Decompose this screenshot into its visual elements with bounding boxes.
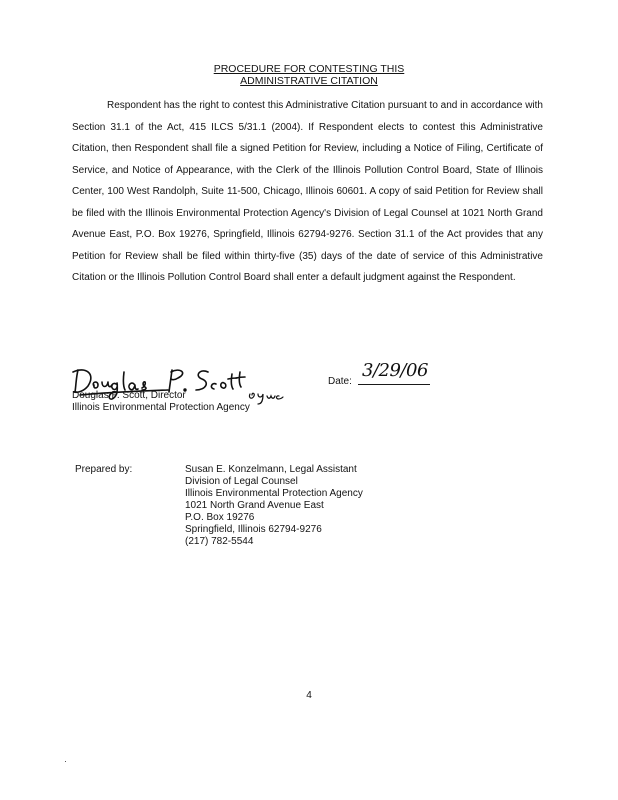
procedure-paragraph: Respondent has the right to contest this Administrative Citation pursuant to and in accordance with Section 31.1 of the Act, 415 ILCS 5/31.1 (2004). If Respondent elects to contest this Administrative Citation, then Respondent shall file a signed Petition for Review, including a Notice of Filing, Certificate of Service, and Notice of Appearance, with the Clerk of the Illinois Pollution Control Board, State of Illinois Center, 100 West Randolph, Suite 11-500, Chicago, Illinois 60601. A copy of said Petition for Review shall be filed with the Illinois Environmental Protection Agency's Division of Legal Counsel at 1021 North Grand Avenue East, P.O. Box 19276, Springfield, Illinois 62794-9276. Section 31.1 of the Act provides that any Petition for Review shall be filed within thirty-five (35) days of the date of service of this Administrative Citation or the Illinois Pollution Control Board shall enter a default judgment against the Respondent. [72, 100, 543, 283]
scan-speck [65, 761, 66, 762]
title-line-2: ADMINISTRATIVE CITATION [240, 75, 378, 87]
prepared-by-label: Prepared by: [75, 464, 133, 475]
preparer-city: Springfield, Illinois 62794-9276 [185, 524, 322, 535]
preparer-division: Division of Legal Counsel [185, 476, 298, 487]
preparer-name: Susan E. Konzelmann, Legal Assistant [185, 464, 357, 475]
date-underline [358, 384, 430, 385]
page-number: 4 [306, 690, 312, 701]
title-line-1: PROCEDURE FOR CONTESTING THIS [213, 63, 405, 75]
prepared-by-address [185, 464, 363, 548]
signatory-name: Douglas P. Scott, Director [72, 390, 186, 401]
preparer-phone: (217) 782-5544 [185, 536, 254, 547]
signatory-agency: Illinois Environmental Protection Agency [72, 402, 250, 413]
signature-block [72, 364, 292, 419]
document-title [0, 63, 618, 87]
date-label: Date: [328, 376, 352, 387]
preparer-street: 1021 North Grand Avenue East [185, 500, 324, 511]
preparer-agency: Illinois Environmental Protection Agency [185, 488, 363, 499]
handwritten-date: 3/29/06 [362, 360, 428, 381]
preparer-po-box: P.O. Box 19276 [185, 512, 255, 523]
